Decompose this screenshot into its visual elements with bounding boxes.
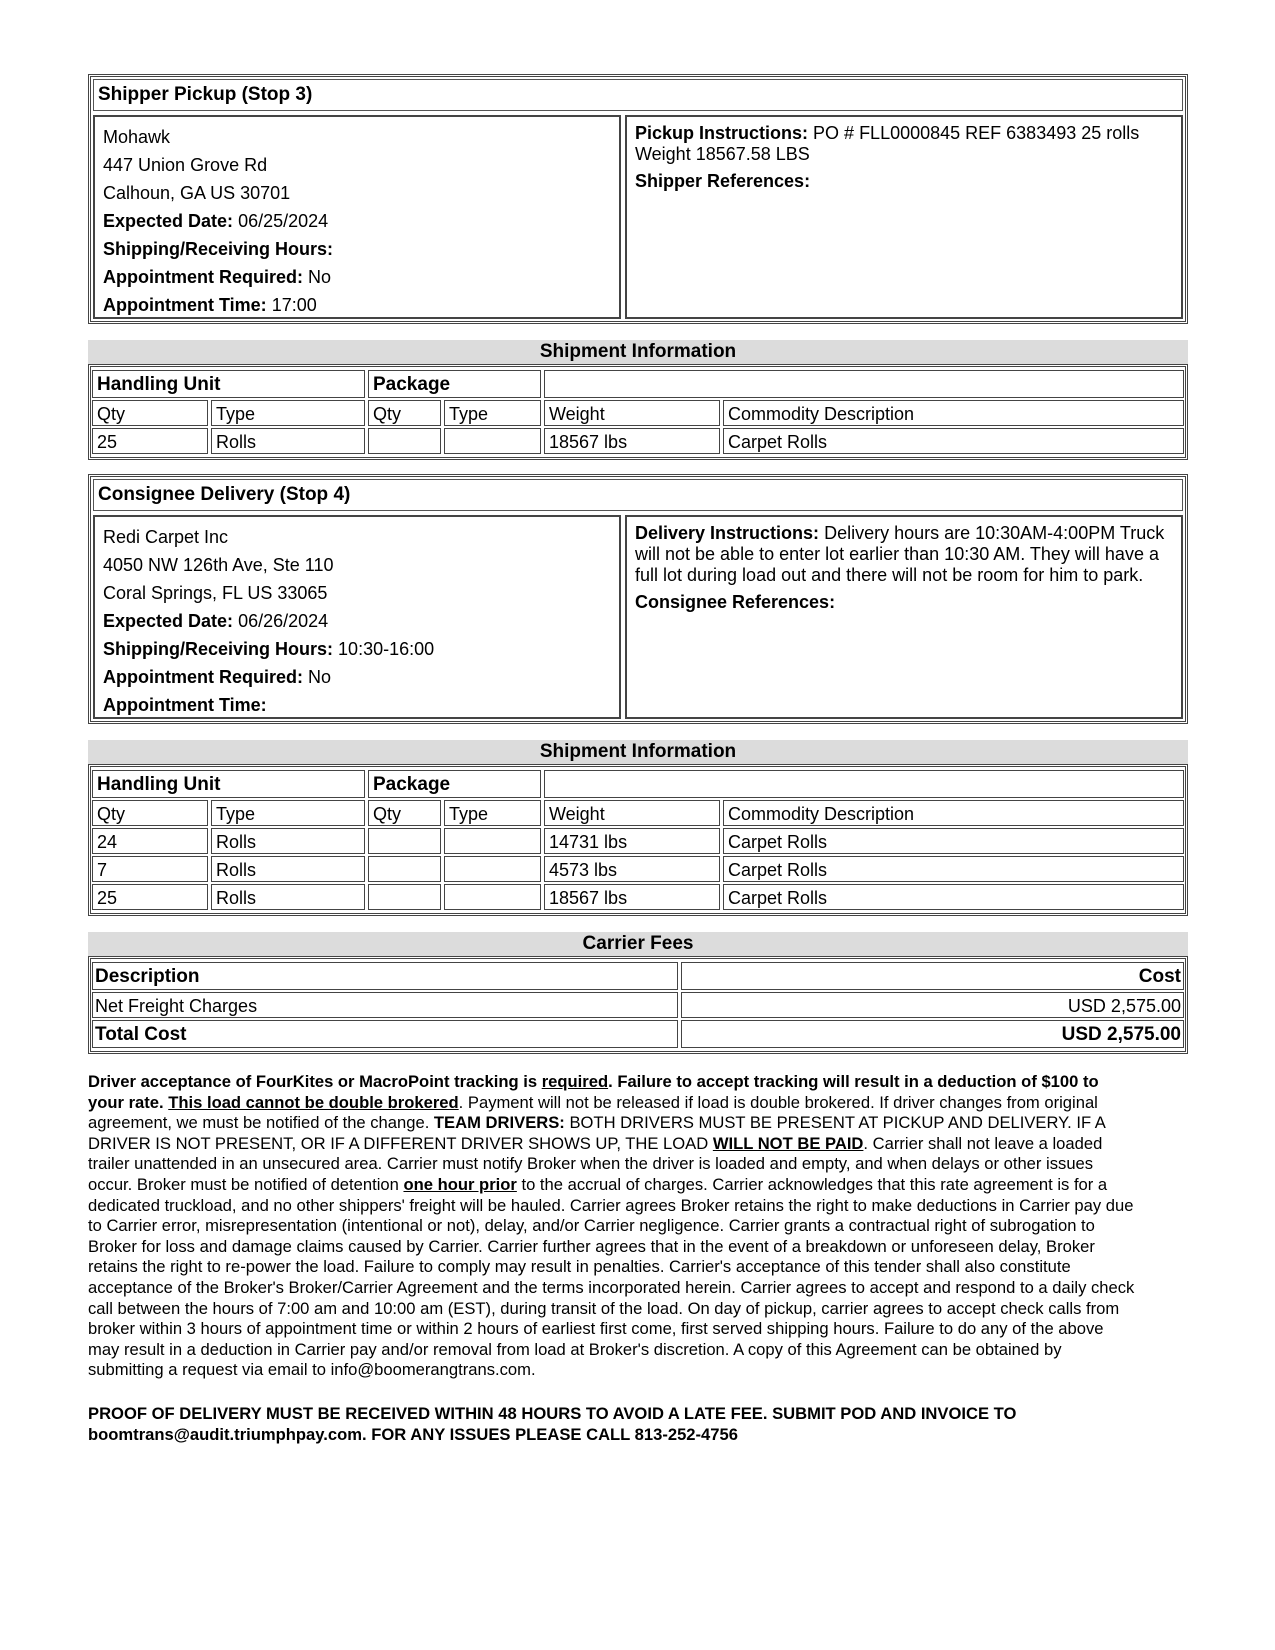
shipper-instructions-panel — [625, 115, 1183, 319]
col-pkg-type: Type — [444, 800, 541, 826]
table-header-row — [92, 400, 1184, 426]
cell-pkg-type — [444, 884, 541, 910]
shipper-pickup-title: Shipper Pickup (Stop 3) — [93, 79, 1183, 111]
cell-hu-type: Rolls — [211, 828, 365, 854]
blank-header — [544, 370, 1184, 398]
consignee-name: Redi Carpet Inc — [103, 527, 229, 547]
col-commodity: Commodity Description — [723, 400, 1184, 426]
pickup-instructions: Pickup Instructions: PO # FLL0000845 REF 6383493 25 rolls Weight 18567.58 LBS — [635, 123, 1140, 164]
table-row — [92, 884, 1184, 910]
cell-pkg-qty — [368, 828, 441, 854]
shipper-appointment-required: Appointment Required: No — [103, 267, 332, 287]
cell-weight: 14731 lbs — [544, 828, 720, 854]
cell-pkg-qty — [368, 428, 441, 454]
cell-commodity: Carpet Rolls — [723, 828, 1184, 854]
col-pkg-type: Type — [444, 400, 541, 426]
shipper-name: Mohawk — [103, 127, 171, 147]
consignee-expected-date: Expected Date: 06/26/2024 — [103, 611, 329, 631]
table-row — [92, 828, 1184, 854]
shipper-hours: Shipping/Receiving Hours: — [103, 239, 334, 259]
cell-pkg-type — [444, 428, 541, 454]
cell-hu-type: Rolls — [211, 884, 365, 910]
fees-line-row — [92, 992, 1184, 1018]
table-row — [92, 428, 1184, 454]
col-hu-type: Type — [211, 800, 365, 826]
col-commodity: Commodity Description — [723, 800, 1184, 826]
fees-description-header: Description — [92, 962, 678, 990]
col-pkg-qty: Qty — [368, 400, 441, 426]
cell-commodity: Carpet Rolls — [723, 856, 1184, 882]
fee-cost: USD 2,575.00 — [681, 992, 1184, 1018]
cell-hu-type: Rolls — [211, 856, 365, 882]
cell-hu-qty: 7 — [92, 856, 208, 882]
carrier-fees-table — [88, 956, 1188, 1054]
cell-hu-qty: 25 — [92, 428, 208, 454]
cell-weight: 18567 lbs — [544, 884, 720, 910]
rate-confirmation-page — [88, 74, 1188, 1445]
handling-unit-header: Handling Unit — [92, 370, 365, 398]
shipment-info-band-1: Shipment Information — [88, 340, 1188, 364]
cell-hu-qty: 25 — [92, 884, 208, 910]
shipper-address-panel — [93, 115, 621, 319]
shipper-expected-date: Expected Date: 06/25/2024 — [103, 211, 329, 231]
cell-weight: 4573 lbs — [544, 856, 720, 882]
package-header: Package — [368, 770, 541, 798]
fees-total-row — [92, 1020, 1184, 1048]
delivery-instructions: Delivery Instructions: Delivery hours are 10:30AM-4:00PM Truck will not be able to enter lot earlier than 10:30 AM. They will have a full lot during load out and there will not be room for him to park. — [635, 523, 1165, 585]
consignee-address-line1: 4050 NW 126th Ave, Ste 110 — [103, 555, 334, 575]
consignee-address-line2: Coral Springs, FL US 33065 — [103, 583, 328, 603]
shipper-pickup-box — [88, 74, 1188, 324]
shipper-address-line2: Calhoun, GA US 30701 — [103, 183, 291, 203]
consignee-hours: Shipping/Receiving Hours: 10:30-16:00 — [103, 639, 435, 659]
handling-unit-header: Handling Unit — [92, 770, 365, 798]
total-cost-value: USD 2,575.00 — [681, 1020, 1184, 1048]
blank-header — [544, 770, 1184, 798]
cell-commodity: Carpet Rolls — [723, 884, 1184, 910]
col-weight: Weight — [544, 400, 720, 426]
table-row — [92, 856, 1184, 882]
terms-paragraph: Driver acceptance of FourKites or MacroPoint tracking is required. Failure to accept tracking will result in a deduction of $100 to your rate. This load cannot be double brokered. Payment will not be released if load is double brokered. If driver changes from original agreement, we must be notified of the change. TEAM DRIVERS: BOTH DRIVERS MUST BE PRESENT AT PICKUP AND DELIVERY. IF A DRIVER IS NOT PRESENT, OR IF A DIFFERENT DRIVER SHOWS UP, THE LOAD WILL NOT BE PAID. Carrier shall not leave a loaded trailer unattended in an unsecured area. Carrier must notify Broker when the driver is loaded and empty, and when delays or other issues occur. Broker must be notified of detention one hour prior to the accrual of charges. Carrier acknowledges that this rate agreement is for a dedicated truckload, and no other shippers' freight will be hauled. Carrier agrees Broker retains the right to make deductions in Carrier pay due to Carrier error, misrepresentation (intentional or not), delay, and/or Carrier negligence. Carrier grants a contractual right of subrogation to Broker for loss and damage claims caused by Carrier. Carrier further agrees that in the event of a breakdown or unforeseen delay, Broker retains the right to re-power the load. Failure to comply may result in penalties. Carrier's acceptance of this tender shall also constitute acceptance of the Broker's Broker/Carrier Agreement and the terms incorporated herein. Carrier agrees to accept and respond to a daily check call between the hours of 7:00 am and 10:00 am (EST), during transit of the load. On day of pickup, carrier agrees to accept check calls from broker within 3 hours of appointment time or within 2 hours of earliest first come, first served shipping hours. Failure to do any of the above may result in a deduction in Carrier pay and/or removal from load at Broker's discretion. A copy of this Agreement can be obtained by submitting a request via email to info@boomerangtrans.com. — [88, 1072, 1135, 1380]
cell-pkg-qty — [368, 856, 441, 882]
cell-pkg-qty — [368, 884, 441, 910]
proof-of-delivery-notice: PROOF OF DELIVERY MUST BE RECEIVED WITHIN 48 HOURS TO AVOID A LATE FEE. SUBMIT POD AND INVOICE TO boomtrans@audit.triumphpay.com. FOR ANY ISSUES PLEASE CALL 813-252-4756 — [88, 1403, 1017, 1444]
package-header: Package — [368, 370, 541, 398]
cell-pkg-type — [444, 856, 541, 882]
consignee-delivery-title: Consignee Delivery (Stop 4) — [93, 479, 1183, 511]
cell-pkg-type — [444, 828, 541, 854]
shipment-table-2 — [88, 764, 1188, 916]
consignee-references: Consignee References: — [635, 592, 836, 612]
col-hu-qty: Qty — [92, 400, 208, 426]
cell-hu-type: Rolls — [211, 428, 365, 454]
cell-commodity: Carpet Rolls — [723, 428, 1184, 454]
consignee-appointment-time: Appointment Time: — [103, 695, 267, 715]
total-cost-label: Total Cost — [92, 1020, 678, 1048]
fee-description: Net Freight Charges — [92, 992, 678, 1018]
shipper-appointment-time: Appointment Time: 17:00 — [103, 295, 317, 315]
fees-header-row — [92, 962, 1184, 990]
shipper-references: Shipper References: — [635, 171, 811, 191]
col-weight: Weight — [544, 800, 720, 826]
shipment-table-1 — [88, 364, 1188, 460]
col-hu-qty: Qty — [92, 800, 208, 826]
cell-hu-qty: 24 — [92, 828, 208, 854]
consignee-instructions-panel — [625, 515, 1183, 719]
consignee-delivery-box — [88, 474, 1188, 724]
shipment-info-band-2: Shipment Information — [88, 740, 1188, 764]
table-header-row — [92, 800, 1184, 826]
shipper-address-line1: 447 Union Grove Rd — [103, 155, 268, 175]
fees-cost-header: Cost — [681, 962, 1184, 990]
col-hu-type: Type — [211, 400, 365, 426]
carrier-fees-band: Carrier Fees — [88, 932, 1188, 956]
consignee-appointment-required: Appointment Required: No — [103, 667, 332, 687]
cell-weight: 18567 lbs — [544, 428, 720, 454]
consignee-address-panel — [93, 515, 621, 719]
col-pkg-qty: Qty — [368, 800, 441, 826]
